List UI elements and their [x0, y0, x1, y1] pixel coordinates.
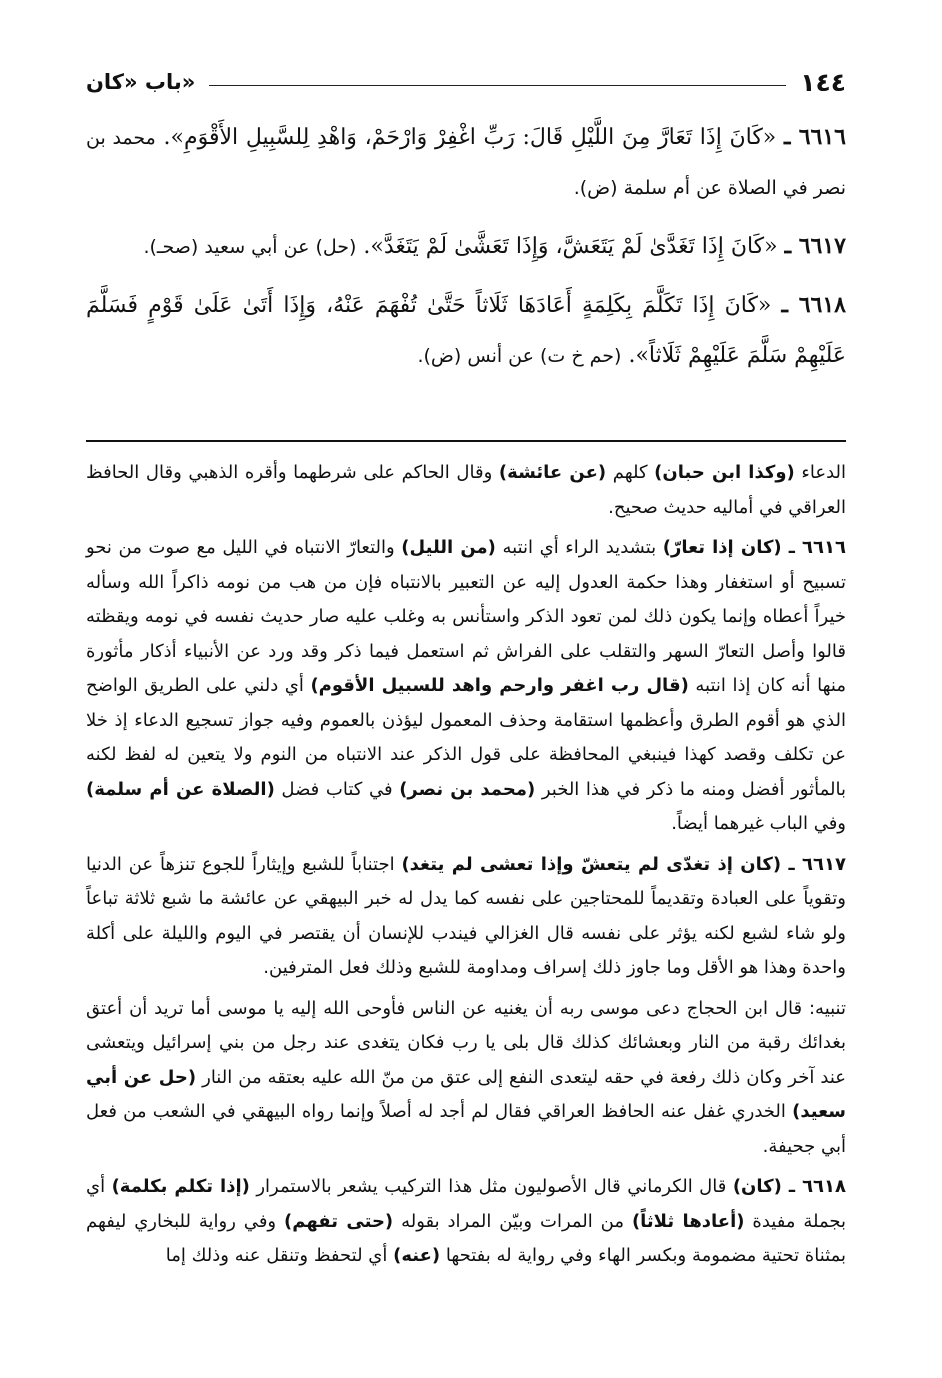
commentary: [86, 456, 846, 1280]
commentary-emphasis: (من الليل): [401, 537, 496, 558]
commentary-emphasis: (حل عن أبي سعيد): [86, 1066, 846, 1122]
hadith-text: «كَانَ إِذَا تَعَارَّ مِنَ اللَّيْلِ قَالَ: رَبِّ اغْفِرْ وَارْحَمْ، وَاهْدِ لِلسَّبِيلِ الأَقْوَمِ».: [163, 125, 777, 150]
commentary-text: اجتناباً للشبع وإيثاراً للجوع تنزهاً عن الدنيا وتقوياً على العبادة وتقديماً للمحتاجين على نفسه كما يدل له خبر البيهقي عن عائشة ما شبع ثلاثة تباعاً ولو شاء لشبع لكنه يؤثر على نفسه قال الغزالي فيندب للإنسان أن يقتصر في اليوم والليلة على أكلة واحدة وهذا هو الأقل وما جاوز ذلك إسراف ومداومة للشبع وذلك فعل المترفين.: [86, 853, 846, 978]
hadith-number: ٦٦١٨ ـ: [781, 292, 846, 318]
hadith-6616: [86, 112, 846, 213]
commentary-text: من المرات وبيّن المراد بقوله: [393, 1210, 632, 1232]
commentary-text: الدعاء: [794, 462, 846, 483]
commentary-text: الخدري غفل عنه الحافظ العراقي فقال لم أجد له أصلاً وإنما رواه البيهقي في الشعب من فعل أبي جحيفة.: [86, 1101, 846, 1157]
commentary-emphasis: ٦٦١٦ ـ (كان إذا تعارّ): [662, 537, 846, 558]
hadith-texts: [86, 112, 846, 389]
commentary-emphasis: (محمد بن نصر): [399, 778, 536, 800]
footnote-divider: [86, 440, 846, 442]
commentary-text: أي بجملة مفيدة: [86, 1176, 846, 1232]
hadith-number: ٦٦١٦ ـ: [783, 124, 846, 150]
header-rule: [209, 85, 786, 86]
commentary-emphasis: (وكذا ابن حبان): [654, 462, 795, 483]
commentary-text: قال الكرماني قال الأصوليون مثل هذا التركيب يشعر بالاستمرار: [249, 1176, 733, 1197]
hadith-text: «كَانَ إِذَا تَكَلَّمَ بِكَلِمَةٍ أَعَادَهَا ثَلَاثاً حَتَّىٰ تُفْهَمَ عَنْهُ، وَإِذَا أَتَىٰ عَلَىٰ قَوْمٍ فَسَلَّمَ عَلَيْهِمْ سَلَّمَ عَلَيْهِمْ ثَلَاثاً».: [86, 293, 846, 368]
commentary-emphasis: (الصلاة عن أم سلمة): [86, 778, 275, 800]
commentary-text: وقال الحاكم على شرطهما وأقره الذهبي وقال الحافظ العراقي في أماليه حديث صحيح.: [86, 462, 846, 518]
commentary-text: بتشديد الراء أي انتبه: [495, 537, 663, 558]
commentary-text: أي دلني على الطريق الواضح الذي هو أقوم الطرق وأعظمها استقامة وحذف المعمول ليؤذن بالعموم وفيه جواز تسجيع الدعاء إذ خلا عن تكلف وقصد كهذا فينبغي المحافظة على قول الذكر عند الانتباه من النوم ولا يتعين له لفظ لكنه بالمأثور أفضل ومنه ما ذكر في هذا الخبر: [86, 675, 846, 800]
commentary-paragraph: [86, 848, 846, 986]
hadith-number: ٦٦١٧ ـ: [784, 233, 846, 259]
commentary-text: أي لتحفظ وتنقل عنه وذلك إما: [165, 1245, 394, 1266]
commentary-text: وفي الباب غيرهما أيضاً.: [671, 813, 846, 834]
commentary-text: في كتاب فضل: [274, 778, 400, 800]
commentary-paragraph: [86, 1170, 846, 1274]
commentary-text: والتعارّ الانتباه في الليل مع صوت من نحو تسبيح أو استغفار وهذا حكمة العدول إليه عن التعبير بالانتباه فإن من هب من نومه ذاكراً الله وسأله خيراً أعطاه وإنما يكون ذلك لمن تعود الذكر واستأنس به وغلب عليه صار حديث نفسه في نومه ويقظته قالوا وأصل التعارّ السهر والتقلب على الفراش ثم استعمل فيما ذكر وقد ورد عن الأنبياء أذكار مأثورة منها أنه كان إذا انتبه: [86, 537, 846, 696]
commentary-emphasis: (عن عائشة): [498, 462, 607, 483]
commentary-emphasis: ٦٦١٧ ـ (كان إذ تغدّى لم يتعشّ وإذا تعشى لم يتغد): [401, 853, 846, 875]
commentary-paragraph: [86, 456, 846, 525]
page-header: [86, 62, 846, 102]
commentary-text: كلهم: [606, 462, 655, 483]
hadith-source: (حم خ ت) عن أنس (ض).: [417, 345, 622, 367]
hadith-6617: [86, 221, 846, 272]
commentary-emphasis: (عنه): [393, 1245, 441, 1266]
commentary-emphasis: (أعادها ثلاثاً): [631, 1210, 745, 1232]
commentary-paragraph: [86, 992, 846, 1165]
hadith-source: محمد بن نصر في الصلاة عن أم سلمة (ض).: [86, 127, 846, 199]
commentary-text: وفي رواية للبخاري ليفهم بمثناة تحتية مضمومة وبكسر الهاء وفي رواية له بفتحها: [86, 1210, 846, 1266]
commentary-text: تنبيه: قال ابن الحجاج دعى موسى ربه أن يغنيه عن الناس فأوحى الله إليه يا موسى أما تريد أن أعتق بغدائك رقبة من النار وبعشائك كذلك قال بلى يا رب فكان يتغدى عند رجل من بني إسرائيل ويتعشى عند آخر وكان ذلك رفعة في حقه ليتعدى النفع إلى عتق من منّ الله عليه بعتقه من النار: [86, 997, 846, 1088]
commentary-paragraph: [86, 531, 846, 842]
commentary-emphasis: (قال رب اغفر وارحم واهد للسبيل الأقوم): [310, 675, 689, 696]
commentary-emphasis: (إذا تكلم بكلمة): [111, 1176, 250, 1197]
hadith-source: (حل) عن أبي سعيد (صحـ).: [143, 236, 357, 258]
commentary-emphasis: ٦٦١٨ ـ (كان): [732, 1176, 847, 1197]
commentary-emphasis: (حتى تفهم): [284, 1210, 394, 1232]
hadith-text: «كَانَ إِذَا تَغَدَّىٰ لَمْ يَتَعَشَّ، وَإِذَا تَعَشَّىٰ لَمْ يَتَغَدَّ».: [363, 234, 778, 259]
hadith-6618: [86, 280, 846, 381]
chapter-title: باب «كان»: [86, 70, 196, 94]
page-number: ١٤٤: [800, 67, 846, 97]
